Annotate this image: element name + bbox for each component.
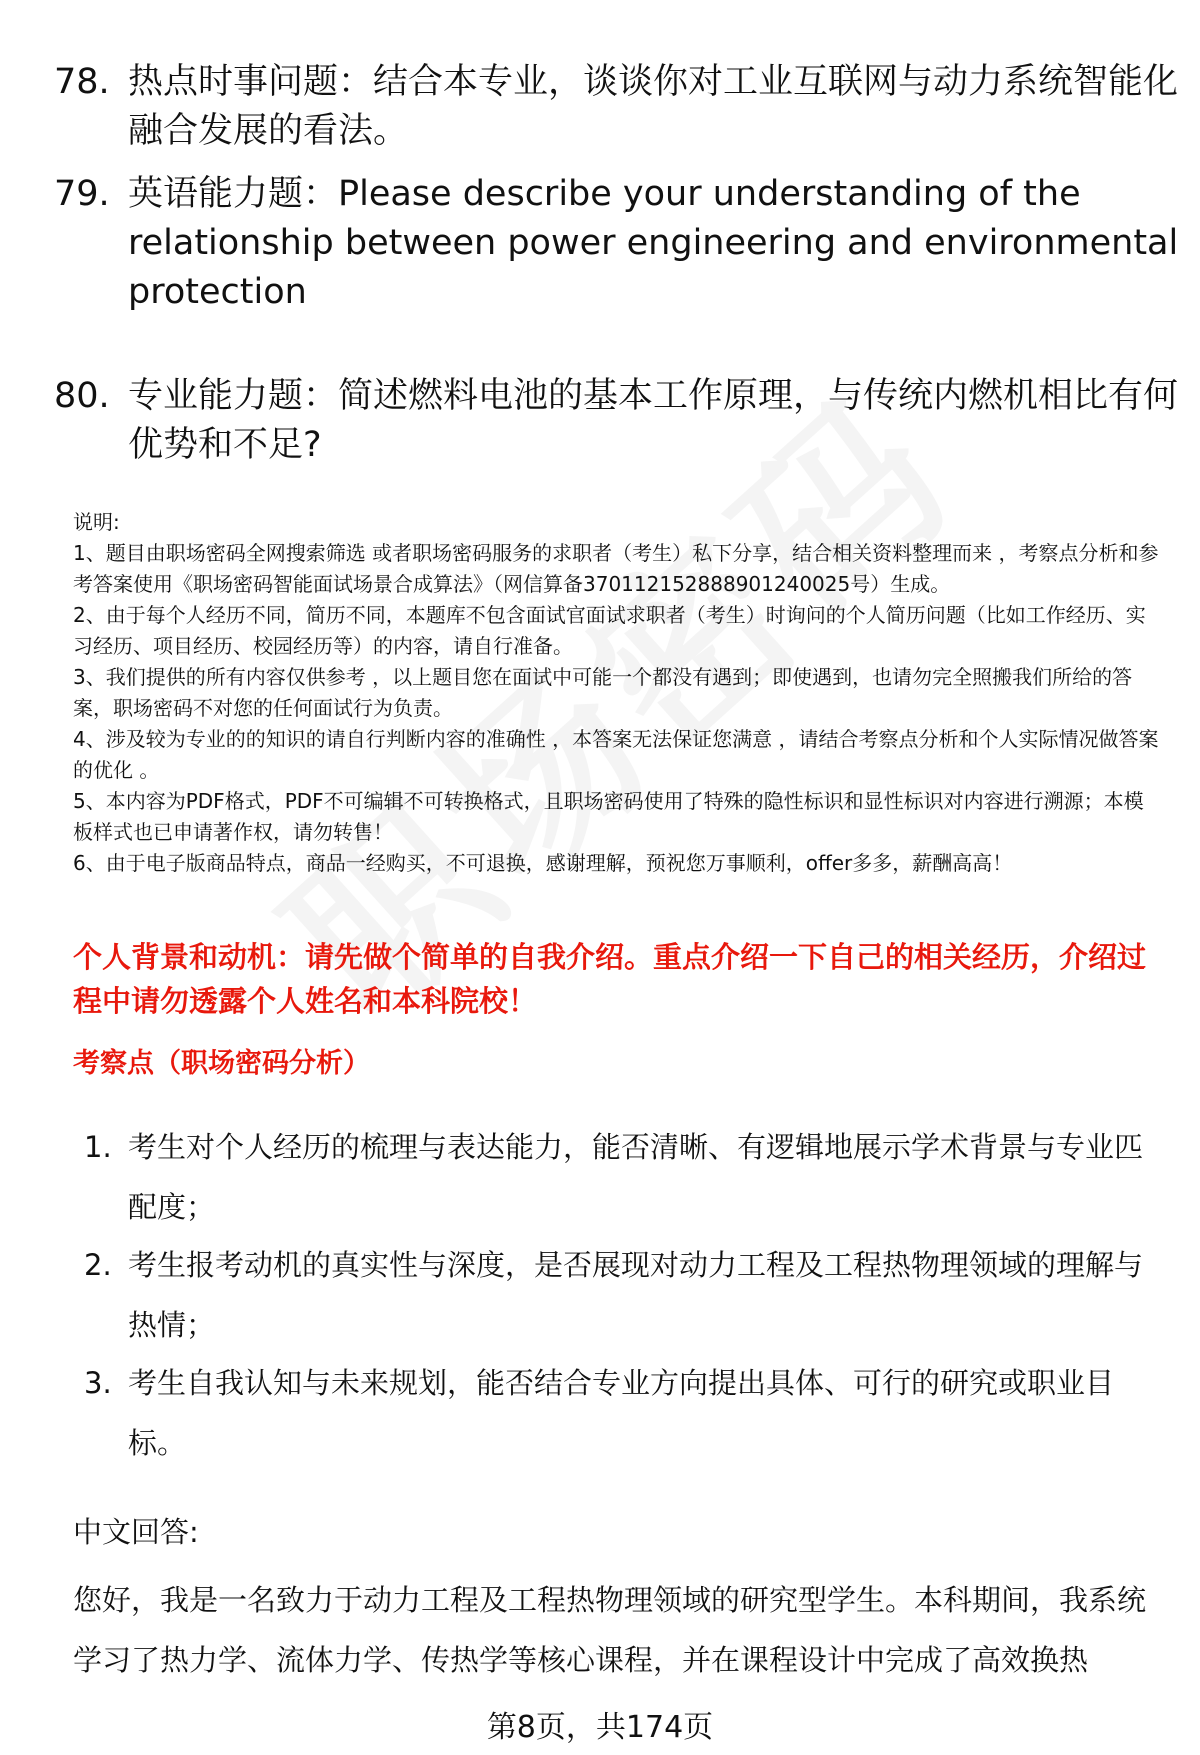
question-text: 专业能力题：简述燃料电池的基本工作原理，与传统内燃机相比有何优势和不足? (128, 376, 1179, 465)
analysis-title: 考察点（职场密码分析） (73, 1048, 370, 1079)
question-number: 79. (54, 174, 110, 214)
note-item: 4、涉及较为专业的的知识的请自行判断内容的准确性 ，本答案无法保证您满意 ，请结合考察点分析和个人实际情况做答案的优化 。 (73, 727, 1159, 782)
analysis-item-text: 考生自我认知与未来规划，能否结合专业方向提出具体、可行的研究或职业目标。 (128, 1366, 1115, 1460)
analysis-item-text: 考生报考动机的真实性与深度，是否展现对动力工程及工程热物理领域的理解与热情； (128, 1248, 1144, 1342)
answer-text: 您好，我是一名致力于动力工程及工程热物理领域的研究型学生。本科期间，我系统学习了热力学、流体力学、传热学等核心课程，并在课程设计中完成了高效换热 (73, 1583, 1147, 1677)
note-item: 5、本内容为PDF格式，PDF不可编辑不可转换格式，且职场密码使用了特殊的隐性标识和显性标识对内容进行溯源；本模板样式也已申请著作权，请勿转售！ (73, 789, 1144, 844)
answer-label: 中文回答: (73, 1515, 199, 1549)
question-number: 78. (54, 62, 110, 102)
analysis-item-number: 3. (84, 1366, 112, 1400)
question-text: 热点时事问题：结合本专业，谈谈你对工业互联网与动力系统智能化融合发展的看法。 (128, 62, 1179, 151)
notes-block (73, 507, 1163, 879)
note-item: 2、由于每个人经历不同，简历不同，本题库不包含面试官面试求职者（考生）时询问的个人简历问题（比如工作经历、实习经历、项目经历、校园经历等）的内容，请自行准备。 (73, 603, 1146, 658)
question-text: 英语能力题：Please describe your understanding of the relationship between power engineering and environmental protection (128, 174, 1179, 312)
note-item: 3、我们提供的所有内容仅供参考 ，以上题目您在面试中可能一个都没有遇到；即使遇到，也请勿完全照搬我们所给的答案，职场密码不对您的任何面试行为负责。 (73, 665, 1133, 720)
page-footer: 第8页，共174页 (486, 1710, 714, 1745)
note-item: 6、由于电子版商品特点，商品一经购买，不可退换，感谢理解，预祝您万事顺利，offer多多，薪酬高高！ (73, 851, 1013, 875)
notes-title: 说明: (73, 510, 120, 534)
analysis-item-text: 考生对个人经历的梳理与表达能力，能否清晰、有逻辑地展示学术背景与专业匹配度； (128, 1130, 1144, 1224)
analysis-item-number: 2. (84, 1248, 112, 1282)
analysis-item-number: 1. (84, 1130, 112, 1164)
section-title: 个人背景和动机：请先做个简单的自我介绍。重点介绍一下自己的相关经历，介绍过程中请勿透露个人姓名和本科院校！ (73, 940, 1147, 1018)
question-number: 80. (54, 376, 110, 416)
note-item: 1、题目由职场密码全网搜索筛选 或者职场密码服务的求职者（考生）私下分享，结合相关资料整理而来 ，考察点分析和参考答案使用《职场密码智能面试场景合成算法》（网信算备370112152888901240025号）生成。 (73, 541, 1159, 596)
